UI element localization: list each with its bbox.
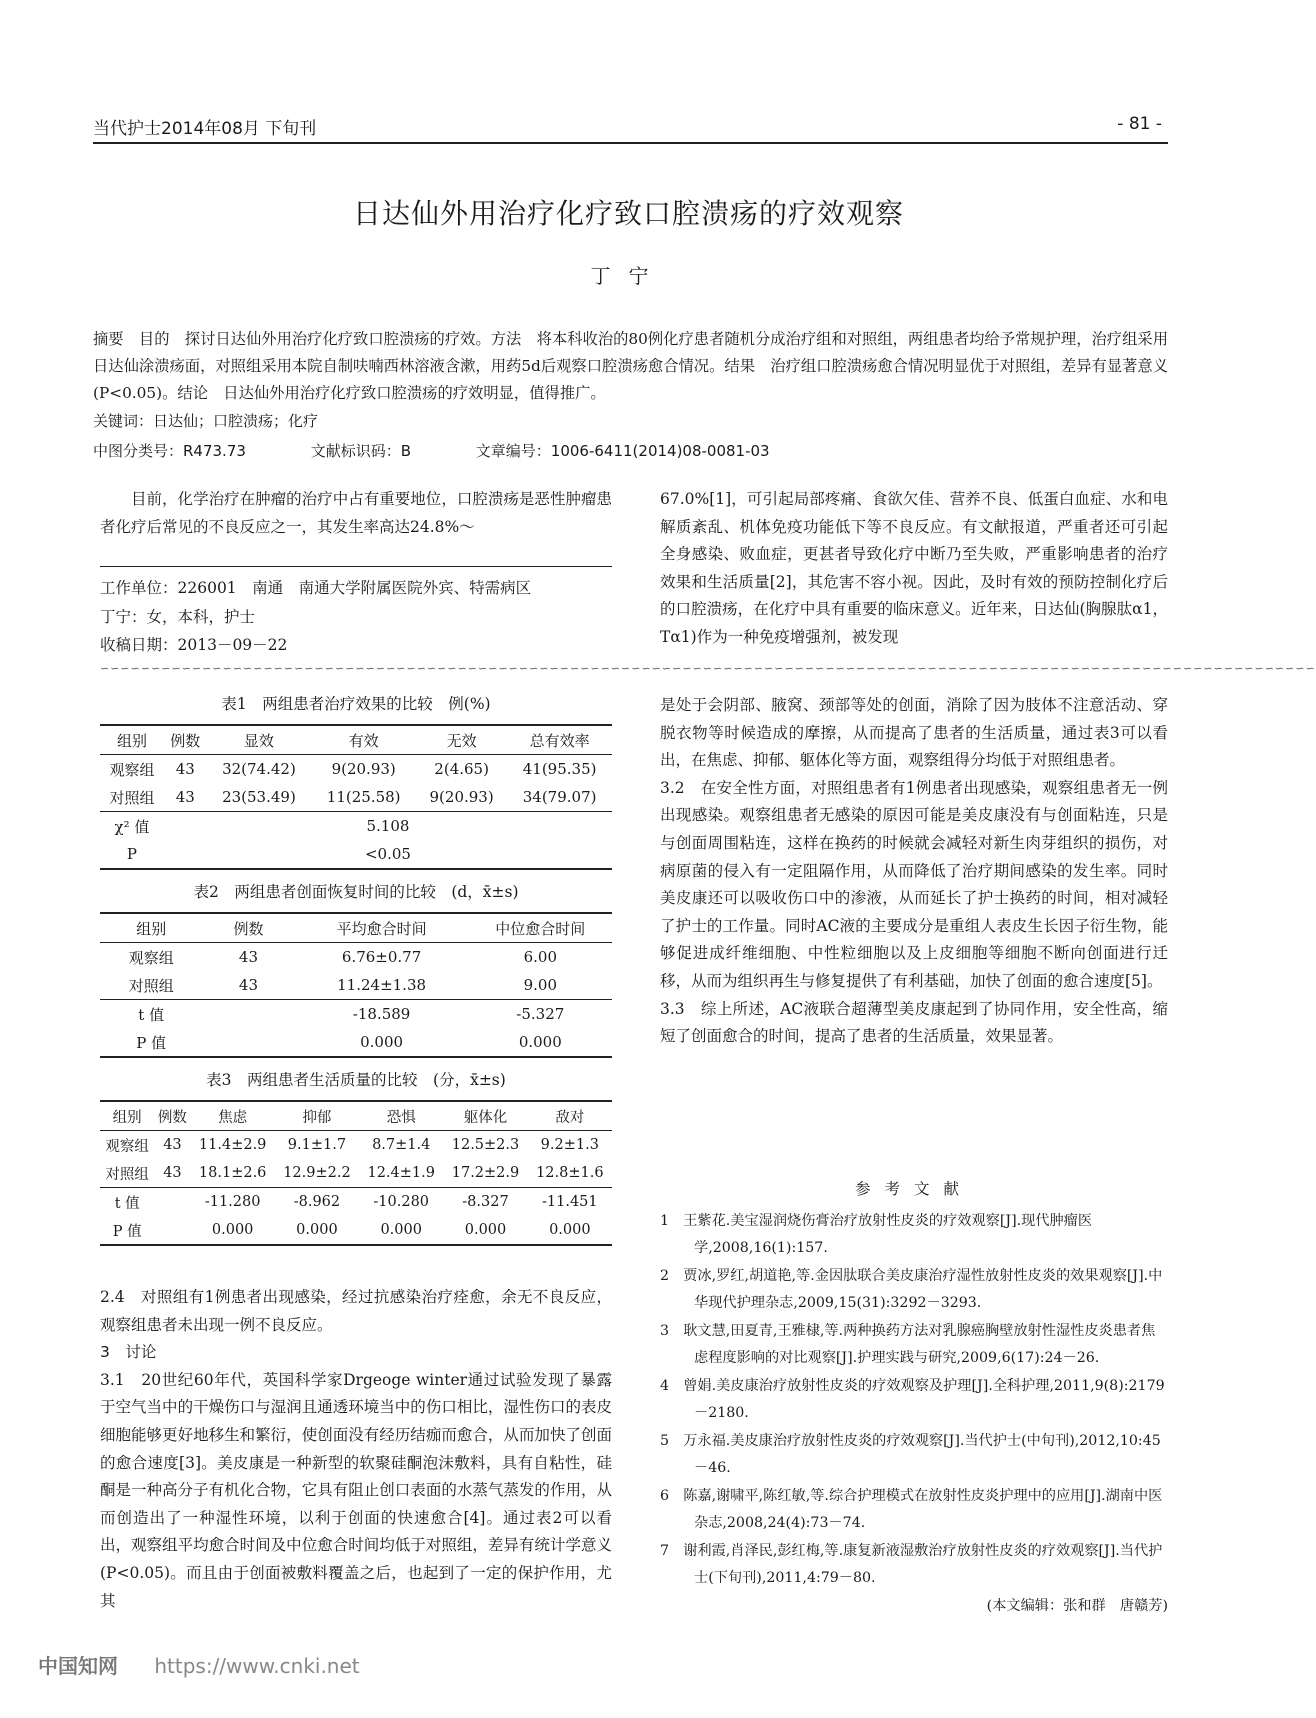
table-cell: 12.5±2.3 [451, 1137, 520, 1153]
table-cell: 0.000 [359, 1216, 443, 1245]
table-row [100, 1131, 612, 1160]
right-intro: 67.0%[1]，可引起局部疼痛、食欲欠佳、营养不良、低蛋白血症、水和电解质紊乱、机体免疫功能低下等不良反应。有文献报道，严重者还可引起全身感染、败血症，更甚者导致化疗中断乃至失败，严重影响患者的治疗效果和生活质量[2]，其危害不容小视。因此，及时有效的预防控制化疗后的口腔溃疡，在化疗中具有重要的临床意义。近年来，日达仙(胸腺肽α1，Tα1)作为一种免疫增强剂，被发现 [660, 490, 1168, 646]
table-cell: 18.1±2.6 [191, 1159, 275, 1188]
table-cell: 43 [154, 1159, 190, 1188]
table-row [100, 1188, 612, 1217]
table-cell: -5.327 [516, 1005, 565, 1023]
article-number: 文章编号：1006-6411(2014)08-0081-03 [475, 442, 770, 460]
section-3-3: 3.3 综上所述，AC液联合超薄型美皮康起到了协同作用，安全性高，缩短了创面愈合的时间，提高了患者的生活质量，效果显著。 [660, 999, 1168, 1046]
table-row [100, 1159, 612, 1188]
author-name: 丁宁 [590, 264, 667, 288]
table-cell: 23(53.49) [207, 783, 312, 812]
table-row [100, 755, 612, 784]
table-cell: 34(79.07) [507, 783, 612, 812]
table-cell: 观察组 [109, 760, 155, 779]
left-intro: 目前，化学治疗在肿瘤的治疗中占有重要地位，口腔溃疡是恶性肿瘤患者化疗后常见的不良反应之一，其发生率高达24.8%～ [100, 490, 612, 536]
table-row [100, 783, 612, 812]
right-body [660, 692, 1168, 1051]
left-body [100, 1284, 612, 1615]
table-cell [154, 1188, 190, 1217]
table2-header: 中位愈合时间 [469, 913, 612, 943]
table1 [100, 724, 612, 870]
table-cell [154, 1216, 190, 1245]
cnki-url[interactable]: https://www.cnki.net [154, 1654, 360, 1678]
table-cell [202, 1028, 294, 1057]
table2 [100, 912, 612, 1058]
table-cell: 9.1±1.7 [287, 1137, 347, 1153]
table3-header: 例数 [154, 1101, 190, 1131]
table2-header: 例数 [202, 913, 294, 943]
table-row [100, 812, 612, 841]
table-cell: 观察组 [105, 1138, 149, 1155]
table-cell: 12.4±1.9 [359, 1159, 443, 1188]
table1-header: 总有效率 [507, 725, 612, 755]
table2-header: 组别 [100, 913, 202, 943]
table-cell: 0.000 [528, 1216, 612, 1245]
table-cell: -11.280 [204, 1194, 261, 1210]
reference-item: 3 耿文慧,田夏青,王雅棣,等.两种换药方法对乳腺癌胸壁放射性湿性皮炎患者焦虑程度影响的对比观察[J].护理实践与研究,2009,6(17):24－26. [660, 1322, 1156, 1366]
table-cell: 43 [163, 1137, 182, 1153]
table-row [100, 840, 612, 869]
table3 [100, 1100, 612, 1246]
section-2-4: 2.4 对照组有1例患者出现感染，经过抗感染治疗痊愈，余无不良反应，观察组患者未出现一例不良反应。 [100, 1288, 612, 1334]
table-cell: 0.000 [295, 1028, 469, 1057]
table-cell: 0.000 [443, 1216, 527, 1245]
table-cell: 12.9±2.2 [275, 1159, 359, 1188]
table1-caption: 表1 两组患者治疗效果的比较 例(%) [221, 695, 491, 713]
table3-header: 焦虑 [191, 1101, 275, 1131]
table1-header: 无效 [416, 725, 507, 755]
table1-header-row [100, 725, 612, 755]
editor-note: (本文编辑：张和群 唐赣芳) [986, 1597, 1168, 1614]
table3-header: 组别 [100, 1101, 154, 1131]
cnki-logo: 中国知网 [38, 1654, 118, 1678]
table1-header: 组别 [100, 725, 164, 755]
table-cell: 8.7±1.4 [372, 1137, 431, 1153]
journal-header: 当代护士2014年08月 下旬刊 [93, 119, 317, 139]
page-number: - 81 - [1117, 114, 1162, 134]
table-row [100, 943, 612, 972]
classification-line [93, 440, 830, 461]
table-cell: <0.05 [164, 840, 612, 869]
table-cell: 0.000 [275, 1216, 359, 1245]
references-heading: 参考文献 [854, 1180, 973, 1198]
table-cell: -8.962 [293, 1194, 341, 1210]
table1-header: 显效 [207, 725, 312, 755]
table1-header: 有效 [311, 725, 416, 755]
work-unit: 工作单位：226001 南通 南通大学附属医院外宾、特需病区 [100, 579, 532, 597]
table-row [100, 1000, 612, 1029]
table-cell: 17.2±2.9 [443, 1159, 527, 1188]
table-cell: 9.2±1.3 [540, 1137, 599, 1153]
reference-item: 7 谢利霞,肖泽民,彭红梅,等.康复新液湿敷治疗放射性皮炎的疗效观察[J].当代护士(下旬刊),2011,4:79－80. [660, 1542, 1163, 1586]
table-cell: 2(4.65) [434, 760, 489, 778]
right-continuation: 是处于会阴部、腋窝、颈部等处的创面，消除了因为肢体不注意活动、穿脱衣物等时候造成的摩擦，从而提高了患者的生活质量，通过表3可以看出，在焦虑、抑郁、躯体化等方面，观察组得分均低于对照组患者。 [660, 696, 1168, 770]
table-cell: χ² 值 [114, 817, 150, 836]
abstract: 摘要 目的 探讨日达仙外用治疗化疗致口腔溃疡的疗效。方法 将本科收治的80例化疗患者随机分成治疗组和对照组，两组患者均给予常规护理，治疗组采用日达仙涂溃疡面，对照组采用本院自制呋喃西林溶液含漱，用药5d后观察口腔溃疡愈合情况。结果 治疗组口腔溃疡愈合情况明显优于对照组，差异有显著意义(P<0.05)。结论 日达仙外用治疗化疗致口腔溃疡的疗效明显，值得推广。 [93, 330, 1169, 402]
table-cell: 43 [202, 971, 294, 1000]
table3-header: 躯体化 [443, 1101, 527, 1131]
table3-header: 敌对 [528, 1101, 612, 1131]
clc-number: 中图分类号：R473.73 [93, 442, 246, 460]
table-cell: 9(20.93) [416, 783, 507, 812]
table-cell [202, 1000, 294, 1029]
table-cell: -10.280 [373, 1194, 430, 1210]
table-cell: 11.24±1.38 [295, 971, 469, 1000]
received-date: 收稿日期：2013－09－22 [100, 636, 288, 654]
table1-header: 例数 [164, 725, 207, 755]
table3-caption: 表3 两组患者生活质量的比较 (分，x̄±s) [206, 1071, 506, 1089]
table-cell: 11.4±2.9 [198, 1137, 267, 1153]
reference-item: 4 曾娟.美皮康治疗放射性皮炎的疗效观察及护理[J].全科护理,2011,9(8):2179－2180. [660, 1377, 1165, 1421]
table2-header: 平均愈合时间 [295, 913, 469, 943]
table-cell: 41(95.35) [522, 760, 597, 778]
table-cell: 32(74.42) [222, 760, 296, 778]
references [660, 1176, 1168, 1620]
section-3-1: 3.1 20世纪60年代，英国科学家Drgeoge winter通过试验发现了暴露于空气当中的干燥伤口与湿润且通透环境当中的伤口相比，湿性伤口的表皮细胞能够更好地移生和繁衍，使创面没有经历结痂而愈合，从而加快了创面的愈合速度[3]。美皮康是一种新型的软聚硅酮泡沫敷料，具有自粘性，硅酮是一种高分子有机化合物，它具有阻止创口表面的水蒸气蒸发的作用，从而创造出了一种湿性环境，以利于创面的快速愈合[4]。通过表2可以看出，观察组平均愈合时间及中位愈合时间均低于对照组，差异有统计学意义(P<0.05)。而且由于创面被敷料覆盖之后，也起到了一定的保护作用，尤其 [100, 1370, 612, 1610]
table-cell: t 值 [114, 1195, 140, 1212]
table-cell: 9(20.93) [331, 760, 396, 778]
table-cell: 观察组 [128, 948, 174, 967]
table-row [100, 1216, 612, 1245]
table-cell: 对照组 [100, 783, 164, 812]
table-cell: 11(25.58) [311, 783, 416, 812]
table-cell: 对照组 [100, 971, 202, 1000]
table-cell: 5.108 [366, 817, 410, 835]
table-cell: 对照组 [100, 1159, 154, 1188]
document-code: 文献标识码：B [310, 442, 411, 460]
header-rule [93, 142, 1168, 144]
table3-header: 抑郁 [275, 1101, 359, 1131]
table-cell: P 值 [100, 1028, 202, 1057]
table-cell: 43 [175, 760, 195, 778]
table3-header-row [100, 1101, 612, 1131]
table-row [100, 971, 612, 1000]
reference-item: 1 王紫花.美宝湿润烧伤膏治疗放射性皮炎的疗效观察[J].现代肿瘤医学,2008,16(1):157. [660, 1212, 1093, 1256]
table-cell: 6.76±0.77 [341, 948, 422, 966]
keywords: 关键词：日达仙；口腔溃疡；化疗 [93, 412, 319, 430]
table3-header: 恐惧 [359, 1101, 443, 1131]
table-cell: P [100, 840, 164, 869]
section-3-heading: 3 讨论 [100, 1343, 157, 1362]
table-cell: -18.589 [352, 1005, 411, 1023]
cnki-footer [38, 1650, 360, 1679]
reference-item: 2 贾冰,罗红,胡道艳,等.金因肽联合美皮康治疗湿性放射性皮炎的效果观察[J].中华现代护理杂志,2009,15(31):3292－3293. [660, 1267, 1163, 1311]
section-3-2: 3.2 在安全性方面，对照组患者有1例患者出现感染，观察组患者无一例出现感染。观察组患者无感染的原因可能是美皮康没有与创面粘连，只是与创面周围粘连，这样在换药的时候就会减轻对新生肉芽组织的损伤，对病原菌的侵入有一定阻隔作用，从而降低了治疗期间感染的发生率。同时美皮康还可以吸收伤口中的渗液，从而延长了护士换药的时间，相对减轻了护士的工作量。同时AC液的主要成分是重组人表皮生长因子衍生物，能够促进成纤维细胞、中性粒细胞以及上皮细胞等细胞不断向创面进行迁移，从而为组织再生与修复提供了有利基础，加快了创面的愈合速度[5]。 [660, 778, 1168, 990]
article-title: 日达仙外用治疗化疗致口腔溃疡的疗效观察 [352, 197, 904, 230]
wave-divider: ∽∽∽∽∽∽∽∽∽∽∽∽∽∽∽∽∽∽∽∽∽∽∽∽∽∽∽∽∽∽∽∽∽∽∽∽∽∽∽∽∽∽∽∽∽∽∽∽∽∽∽∽∽∽∽∽∽∽∽∽∽∽∽∽∽∽∽∽∽∽∽∽∽∽∽∽∽∽∽∽∽∽∽∽∽∽∽∽∽∽∽∽∽∽∽∽∽∽∽∽∽∽∽∽∽∽∽∽∽∽∽∽∽∽∽∽∽∽∽ [100, 662, 1316, 675]
table-cell: 43 [238, 948, 259, 966]
table-cell: P 值 [100, 1216, 154, 1245]
table2-header-row [100, 913, 612, 943]
affiliation-rule [100, 566, 612, 567]
table-cell: 12.8±1.6 [528, 1159, 612, 1188]
table-cell: 9.00 [469, 971, 612, 1000]
table-row [100, 1028, 612, 1057]
table-cell: 0.000 [469, 1028, 612, 1057]
affiliation-block [100, 574, 531, 660]
table-cell: 0.000 [191, 1216, 275, 1245]
table-cell: 6.00 [523, 948, 558, 966]
author-info: 丁宁：女，本科，护士 [100, 607, 256, 626]
table-cell: -8.327 [462, 1194, 509, 1210]
table-cell: 43 [164, 783, 207, 812]
table-cell: -11.451 [542, 1194, 598, 1210]
reference-item: 6 陈嘉,谢啸平,陈红敏,等.综合护理模式在放射性皮炎护理中的应用[J].湖南中医杂志,2008,24(4):73－74. [660, 1487, 1163, 1531]
table2-caption: 表2 两组患者创面恢复时间的比较 (d，x̄±s) [193, 883, 519, 901]
table-cell: t 值 [138, 1005, 165, 1024]
reference-item: 5 万永福.美皮康治疗放射性皮炎的疗效观察[J].当代护士(中旬刊),2012,10:45－46. [660, 1432, 1161, 1476]
